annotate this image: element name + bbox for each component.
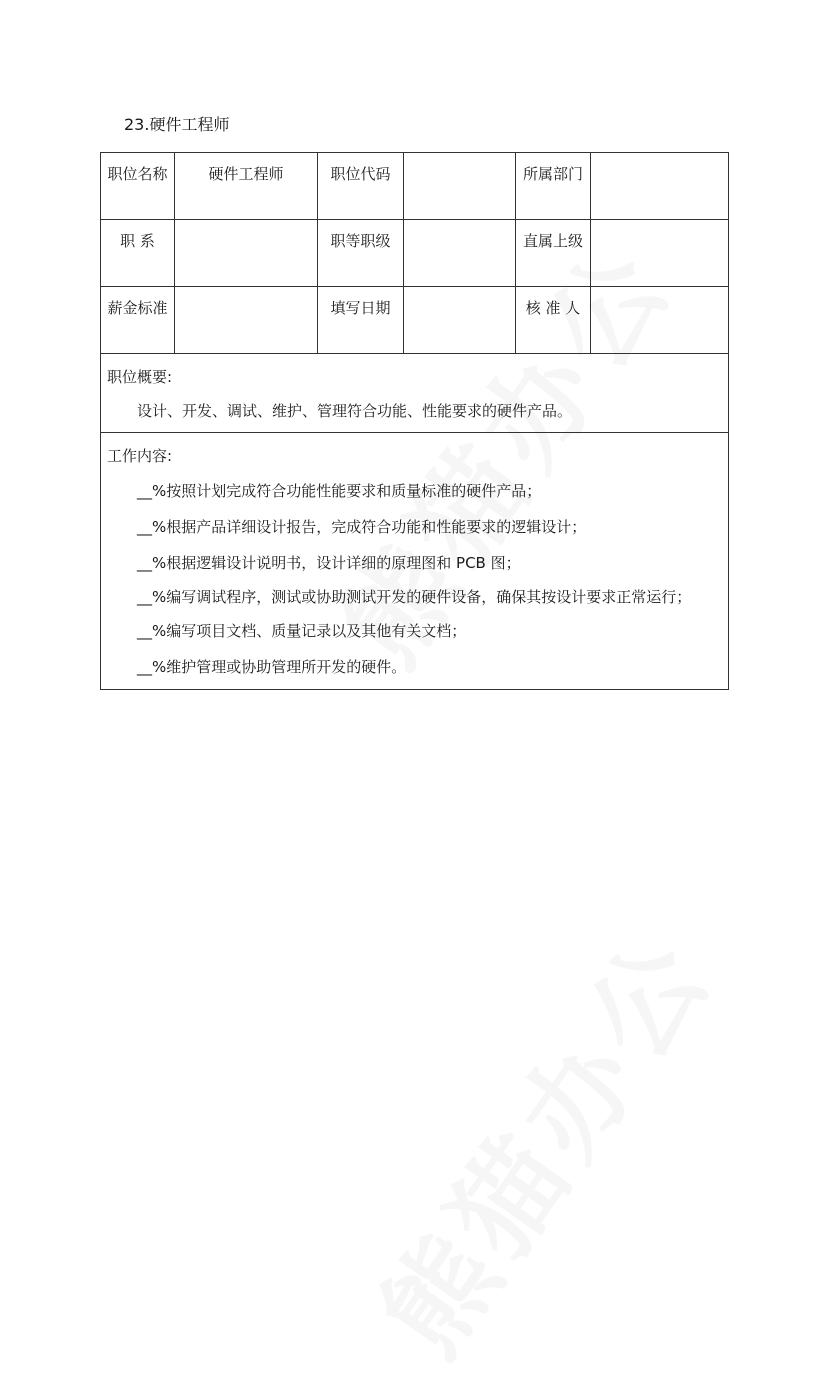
table-row [101, 153, 729, 220]
summary-title: 职位概要: [107, 368, 173, 386]
value-job-family [175, 220, 318, 287]
label-department: 所属部门 [516, 153, 591, 220]
list-item: __%编写调试程序，测试或协助测试开发的硬件设备，确保其按设计要求正常运行； [137, 588, 692, 606]
label-fill-date: 填写日期 [318, 287, 404, 354]
value-salary-standard [175, 287, 318, 354]
label-salary-standard: 薪金标准 [101, 287, 175, 354]
document-title: 23.硬件工程师 [124, 115, 230, 134]
table-row [101, 287, 729, 354]
label-grade: 职等职级 [318, 220, 404, 287]
list-item: __%根据逻辑设计说明书，设计详细的原理图和 PCB 图； [137, 554, 521, 572]
list-item: __%按照计划完成符合功能性能要求和质量标准的硬件产品； [137, 482, 542, 500]
summary-text: 设计、开发、调试、维护、管理符合功能、性能要求的硬件产品。 [137, 402, 573, 420]
list-item: __%根据产品详细设计报告，完成符合功能和性能要求的逻辑设计； [137, 518, 587, 536]
value-position-name: 硬件工程师 [175, 153, 318, 220]
watermark [338, 897, 743, 1381]
work-section [101, 433, 729, 690]
label-approver: 核 准 人 [516, 287, 591, 354]
job-description-table [100, 152, 729, 690]
table-row [101, 433, 729, 690]
work-title: 工作内容: [107, 447, 173, 465]
summary-section [101, 354, 729, 433]
value-department [591, 153, 729, 220]
list-item: __%维护管理或协助管理所开发的硬件。 [137, 658, 407, 676]
label-supervisor: 直属上级 [516, 220, 591, 287]
table-row [101, 220, 729, 287]
value-position-code [404, 153, 516, 220]
value-fill-date [404, 287, 516, 354]
label-position-code: 职位代码 [318, 153, 404, 220]
table-row [101, 354, 729, 433]
value-grade [404, 220, 516, 287]
value-approver [591, 287, 729, 354]
list-item: __%编写项目文档、质量记录以及其他有关文档； [137, 622, 467, 640]
label-position-name: 职位名称 [101, 153, 175, 220]
label-job-family: 职 系 [101, 220, 175, 287]
value-supervisor [591, 220, 729, 287]
